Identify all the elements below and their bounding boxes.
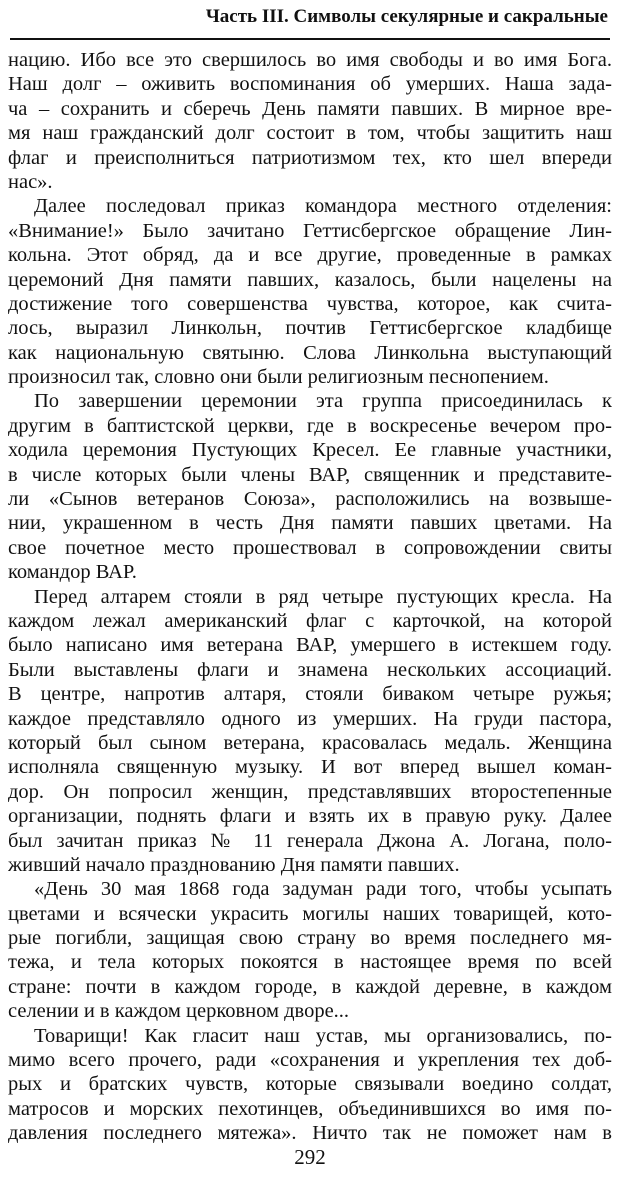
page-header [10, 0, 610, 40]
text-line: Далее последовал приказ командора местного отделения: [34, 195, 612, 218]
text-line: матросов и морских пехотинцев, объединившихся во имя по- [8, 1097, 612, 1120]
text-line: лось, выразил Линкольн, почтив Геттисбергское кладбище [8, 317, 612, 340]
text-line: рых и братских чувств, которые связывали воедино солдат, [8, 1073, 612, 1096]
paragraph [8, 48, 612, 194]
text-line: живший начало празднованию Дня памяти павших. [8, 853, 460, 876]
paragraph [8, 585, 612, 878]
text-line: мя наш гражданский долг состоит в том, чтобы защитить наш [8, 122, 612, 145]
text-line: ча – сохранить и сберечь День памяти павших. В мирное вре- [8, 97, 612, 120]
text-line: Наш долг – оживить воспоминания об умерших. Наша зада- [8, 73, 612, 96]
text-line: нацию. Ибо все это свершилось во имя свободы и во имя Бога. [8, 49, 612, 71]
paragraph [8, 1024, 612, 1146]
text-line: ли «Сынов ветеранов Союза», расположились на возвыше- [8, 488, 612, 511]
text-line: дор. Он попросил женщин, представлявших второстепенные [8, 780, 612, 803]
text-line: Были выставлены флаги и знамена нескольких ассоциаций. [8, 658, 612, 681]
text-line: который был сыном ветерана, красовалась медаль. Женщина [8, 731, 612, 754]
text-line: нии, украшенном в честь Дня памяти павших цветами. На [8, 512, 612, 535]
text-line: было написано имя ветерана ВАР, умершего в истекшем году. [8, 634, 612, 657]
text-line: ходила церемония Пустующих Кресел. Ее главные участники, [8, 439, 612, 462]
text-line: селении и в каждом церковном дворе... [8, 1000, 350, 1023]
text-line: «Внимание!» Было зачитано Геттисбергское обращение Лин- [8, 219, 612, 242]
text-line: давления последнего мятежа». Ничто так не поможет нам в [8, 1122, 612, 1145]
text-line: церемоний Дня памяти павших, казалось, были нацелены на [8, 268, 612, 291]
paragraph [8, 389, 612, 584]
text-line: свое почетное место прошествовал в сопровождении свиты [8, 536, 612, 559]
text-line: командор ВАР. [8, 561, 137, 584]
text-line: флаг и преисполниться патриотизмом тех, кто шел впереди [8, 146, 612, 169]
text-line: В центре, напротив алтаря, стояли биваком четыре ружья; [8, 683, 612, 706]
text-line: другим в баптистской церкви, где в воскресенье вечером про- [8, 414, 612, 437]
body-text [8, 48, 612, 1146]
text-line: был зачитан приказ № 11 генерала Джона А. Логана, поло- [8, 829, 612, 852]
paragraph [8, 877, 612, 1023]
paragraph [8, 194, 612, 389]
text-line: Товарищи! Как гласит наш устав, мы организовались, по- [34, 1024, 612, 1047]
text-line: каждом лежал американский флаг с карточкой, на которой [8, 609, 612, 632]
running-head: Часть III. Символы секулярные и сакральные [205, 6, 608, 27]
text-line: достижение того совершенства чувства, которое, как счита- [8, 292, 612, 315]
text-line: стране: почти в каждом городе, в каждой деревне, в каждом [8, 975, 612, 998]
text-line: мимо всего прочего, ради «сохранения и укрепления тех доб- [8, 1049, 612, 1072]
text-line: По завершении церемонии эта группа присоединилась к [34, 390, 612, 413]
page-number: 292 [294, 1145, 326, 1169]
text-line: организации, поднять флаги и взять их в правую руку. Далее [8, 805, 612, 828]
text-line: каждое представляло одного из умерших. На груди пастора, [8, 707, 612, 730]
text-line: тежа, и тела которых покоятся в настоящее время по всей [8, 951, 612, 974]
text-line: рые погибли, защищая свою страну во время последнего мя- [8, 927, 612, 950]
text-line: нас». [8, 170, 53, 193]
text-line: «День 30 мая 1868 года задуман ради того, чтобы усыпать [34, 878, 612, 901]
text-line: Перед алтарем стояли в ряд четыре пустующих кресла. На [34, 585, 612, 608]
text-line: исполняла священную музыку. И вот вперед вышел коман- [8, 756, 612, 779]
text-line: цветами и всячески украсить могилы наших товарищей, кото- [8, 902, 612, 925]
text-line: в числе которых были члены ВАР, священник и представите- [8, 463, 612, 486]
text-line: как национальную святыню. Слова Линкольна выступающий [8, 341, 612, 364]
text-line: кольна. Этот обряд, да и все другие, проведенные в рамках [8, 244, 612, 267]
text-line: произносил так, словно они были религиозным песнопением. [8, 366, 549, 389]
